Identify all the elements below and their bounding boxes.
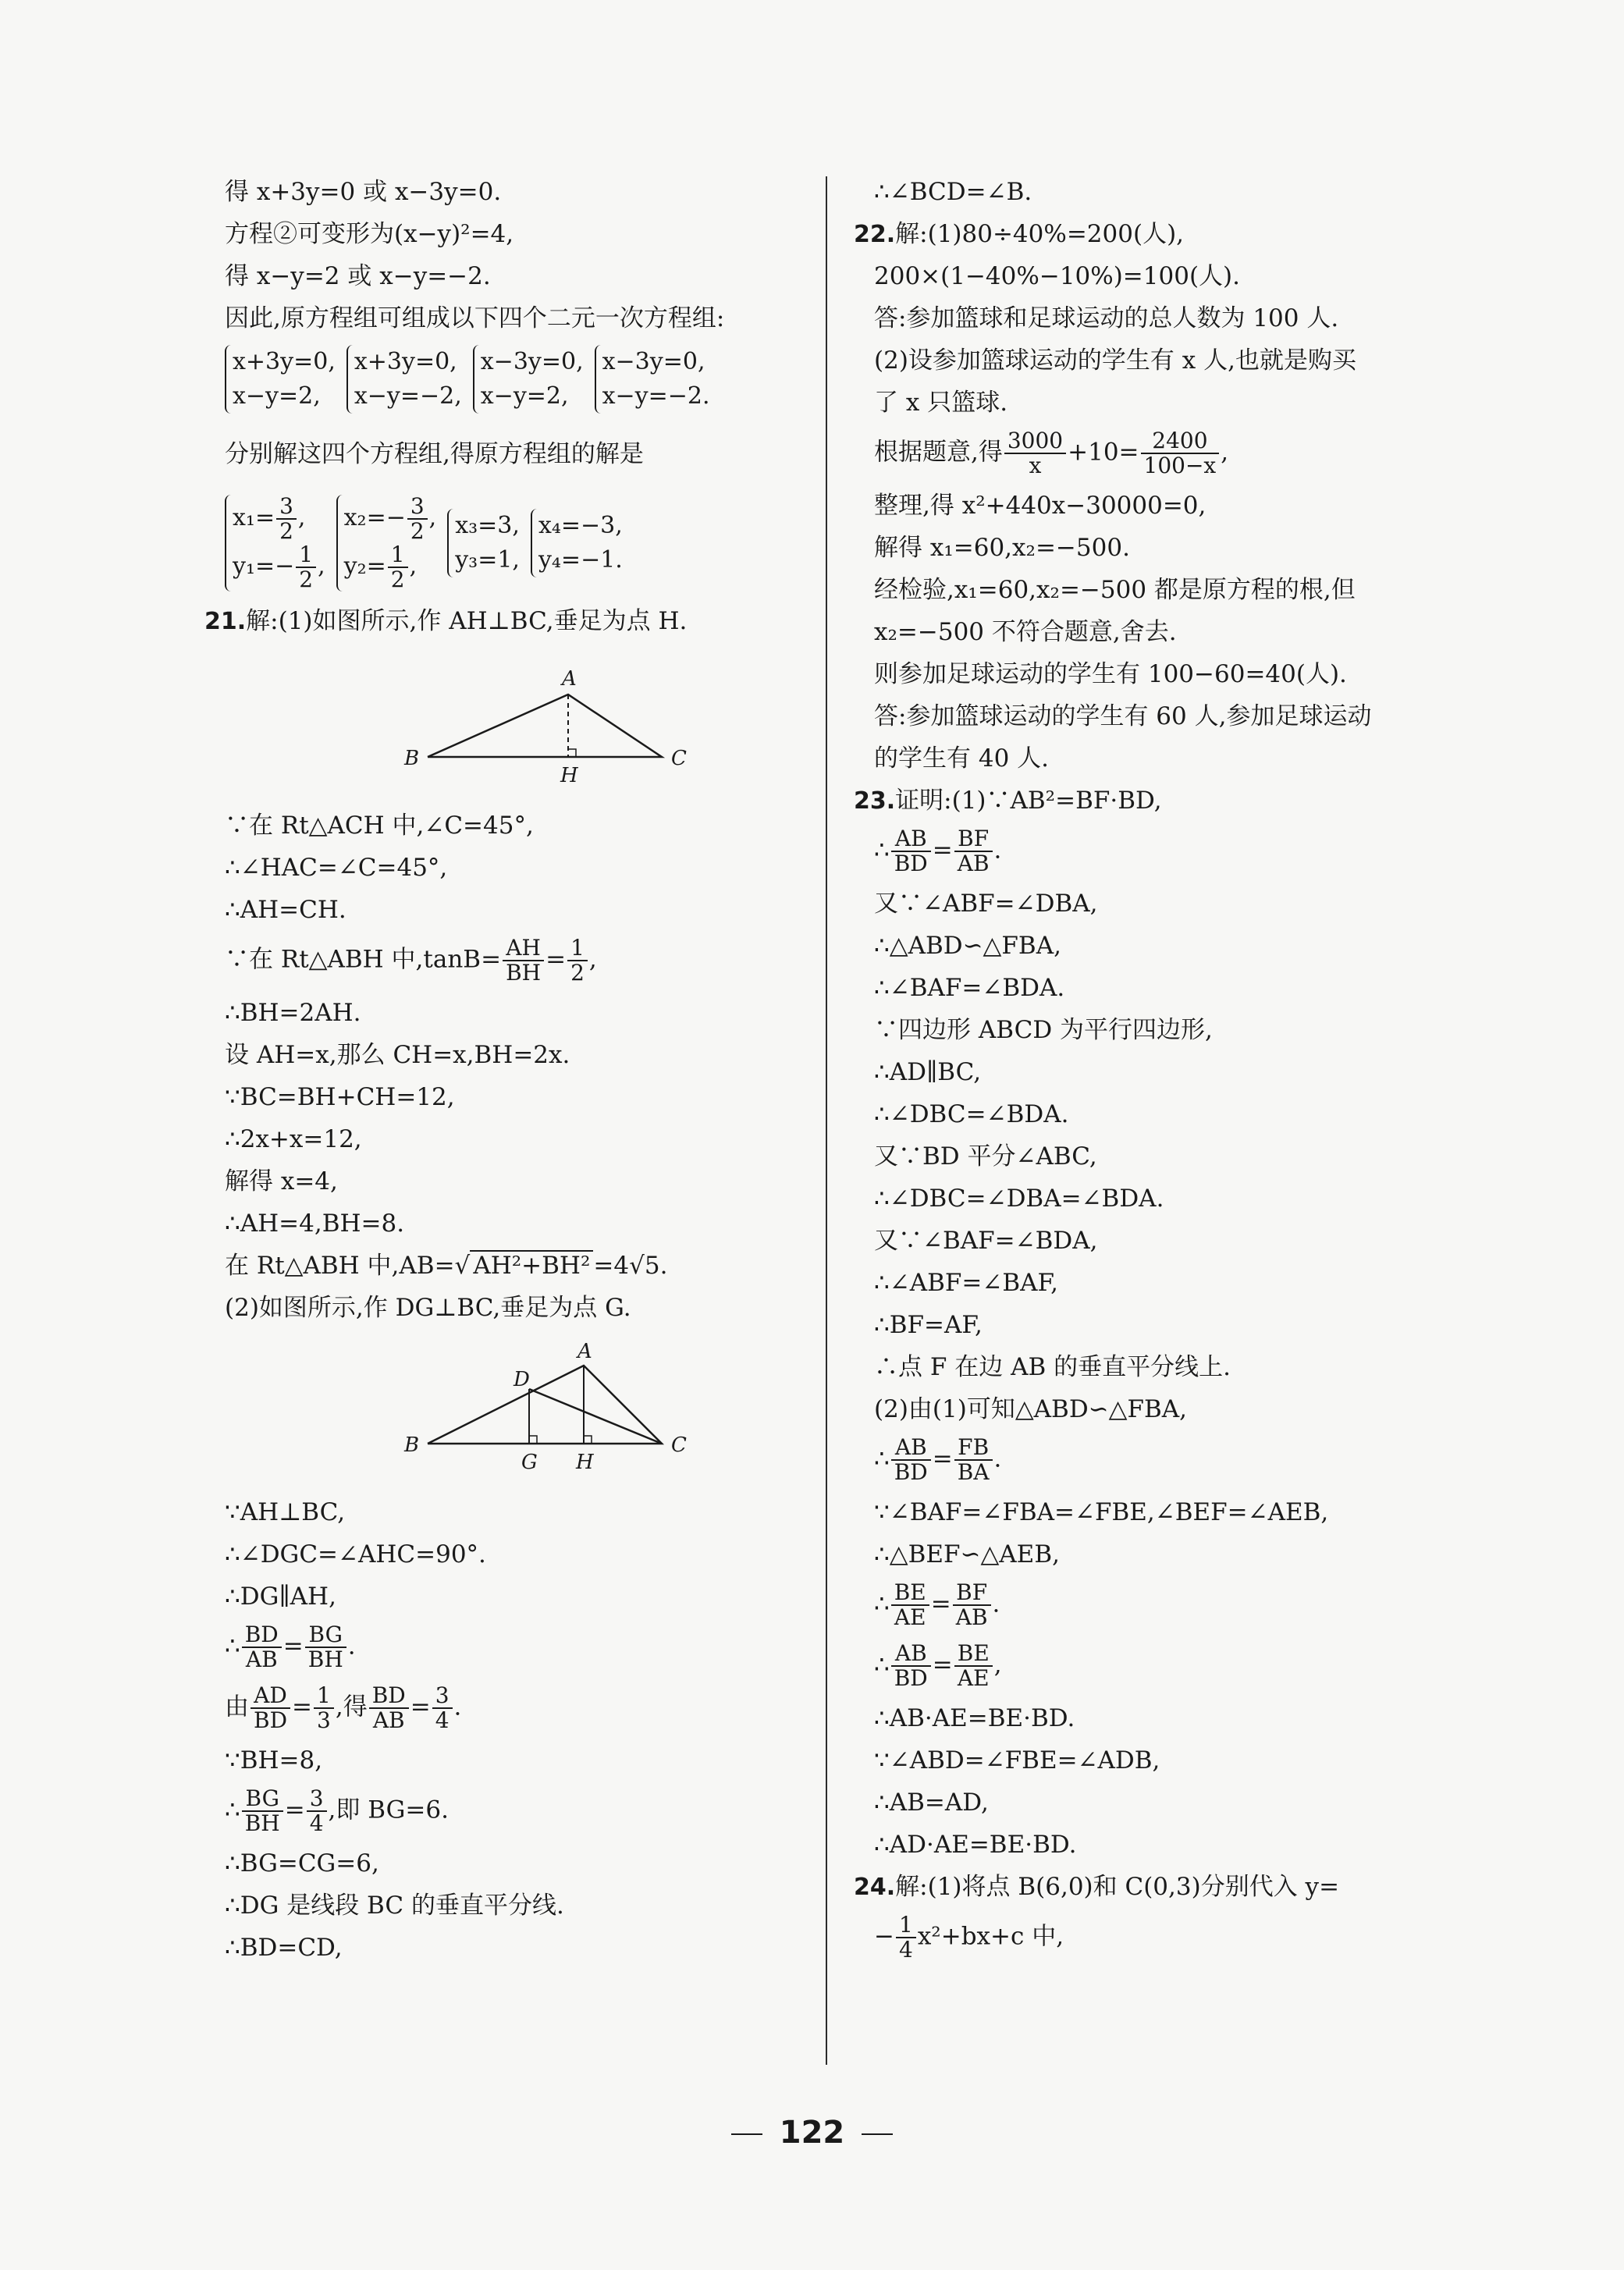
text-line: ∴AH=4,BH=8. (225, 1210, 405, 1238)
ratio-line: ∴ $\frac{BE}{AE}$ = $\frac{BF}{AB}$ . (874, 1579, 1000, 1630)
text-line: ∴AH=CH. (225, 896, 346, 924)
text-line: ∵∠BAF=∠FBA=∠FBE,∠BEF=∠AEB, (874, 1498, 1329, 1526)
page-number: 122 (0, 2115, 1624, 2151)
text-line: ∵在 Rt△ACH 中,∠C=45°, (225, 812, 534, 840)
text-line: ∴2x+x=12, (225, 1125, 362, 1153)
label-h: H (560, 764, 578, 787)
solution-system: x₁= $\frac{3}{2}$ , y₁=− $\frac{1}{2}$ , (225, 495, 325, 591)
text-line: ∵AH⊥BC, (225, 1498, 346, 1526)
ratio-line: ∴ $\frac{AB}{BD}$ = $\frac{BF}{AB}$ . (874, 826, 1002, 876)
text-line: 又∵BD 平分∠ABC, (874, 1142, 1097, 1171)
label-h: H (576, 1451, 594, 1474)
text-line: 了 x 只篮球. (874, 389, 1008, 417)
text-line: ∵∠ABD=∠FBE=∠ADB, (874, 1746, 1160, 1774)
text-line: 经检验,x₁=60,x₂=−500 都是原方程的根,但 (874, 576, 1356, 604)
text-line: ∵BC=BH+CH=12, (225, 1083, 455, 1111)
text-line: 200×(1−40%−10%)=100(人). (874, 262, 1240, 290)
text-line: ∴AD∥BC, (874, 1058, 982, 1086)
equation-system: x+3y=0, x−y=−2, (346, 345, 462, 414)
text-line: (2)如图所示,作 DG⊥BC,垂足为点 G. (225, 1294, 631, 1322)
text-line: x₂=−500 不符合题意,舍去. (874, 618, 1177, 646)
text-line: ∴BD=CD, (225, 1934, 343, 1962)
solution-system: x₂=− $\frac{3}{2}$ , y₂= $\frac{1}{2}$ , (336, 495, 437, 591)
solution-systems (225, 481, 818, 606)
right-column (854, 176, 1467, 1974)
equation-line: 根据题意,得 $\frac{3000}{x}$ +10= $\frac{2400}{100-x}$ , (874, 428, 1229, 478)
text-line: 方程②可变形为(x−y)²=4, (225, 220, 514, 248)
text-line: ∴点 F 在边 AB 的垂直平分线上. (874, 1353, 1231, 1381)
text-line: ∴AD·AE=BE·BD. (874, 1831, 1077, 1859)
text-line: 得 x−y=2 或 x−y=−2. (225, 262, 491, 290)
label-a: A (577, 1342, 592, 1363)
text-line: 答:参加篮球和足球运动的总人数为 100 人. (874, 304, 1339, 332)
ab-line: 在 Rt△ABH 中,AB=√ AH²+BH² =4√5. (225, 1252, 668, 1280)
text-line: 整理,得 x²+440x−30000=0, (874, 492, 1206, 520)
label-g: G (521, 1451, 538, 1474)
text-line: ∵BH=8, (225, 1746, 323, 1774)
question-22: 22.解:(1)80÷40%=200(人), (854, 220, 1185, 248)
question-23: 23.证明:(1)∵AB²=BF·BD, (854, 787, 1162, 815)
text-line: 则参加足球运动的学生有 100−60=40(人). (874, 660, 1347, 688)
text-line: ∴∠DGC=∠AHC=90°. (225, 1540, 486, 1568)
solution-system: x₄=−3, y₄=−1. (531, 509, 623, 577)
label-c: C (671, 747, 687, 770)
question-24: 24.解:(1)将点 B(6,0)和 C(0,3)分别代入 y= (854, 1873, 1340, 1901)
question-number: 23. (854, 787, 896, 815)
text-line: 解得 x₁=60,x₂=−500. (874, 534, 1130, 562)
text-line: ∴BH=2AH. (225, 999, 361, 1027)
text-line: ∴AB=AD, (874, 1789, 989, 1817)
question-21: 21.解:(1)如图所示,作 AH⊥BC,垂足为点 H. (204, 607, 688, 635)
solution-system: x₃=3, y₃=1, (447, 509, 520, 577)
question-number: 22. (854, 221, 896, 248)
text-line: ∴∠DBC=∠BDA. (874, 1100, 1069, 1128)
text-line: ∴△ABD∽△FBA, (874, 932, 1061, 960)
text-line: ∴DG∥AH, (225, 1583, 336, 1611)
ratio-line: ∴ $\frac{BG}{BH}$ = $\frac{3}{4}$ ,即 BG=6. (225, 1785, 449, 1836)
ratio-line: ∴ $\frac{AB}{BD}$ = $\frac{BE}{AE}$ , (874, 1640, 1002, 1691)
equation-systems (225, 345, 818, 439)
text-line: 因此,原方程组可组成以下四个二元一次方程组: (225, 304, 725, 332)
ratio-line: ∴ $\frac{BD}{AB}$ = $\frac{BG}{BH}$ . (225, 1622, 356, 1672)
text-line: ∴∠DBC=∠DBA=∠BDA. (874, 1185, 1164, 1213)
triangle-figure-1 (381, 655, 709, 796)
text-line: 答:参加篮球运动的学生有 60 人,参加足球运动 (874, 702, 1372, 730)
label-b: B (404, 747, 420, 770)
left-column (204, 176, 818, 1974)
text-line: ∴BG=CG=6, (225, 1849, 379, 1877)
text-line: 的学生有 40 人. (874, 744, 1050, 773)
text-line: 解得 x=4, (225, 1167, 338, 1195)
text-line: ∴DG 是线段 BC 的垂直平分线. (225, 1892, 564, 1920)
equation-system: x+3y=0, x−y=2, (225, 345, 336, 414)
label-b: B (404, 1433, 420, 1457)
equation-system: x−3y=0, x−y=−2. (595, 345, 710, 414)
text-line: 得 x+3y=0 或 x−3y=0. (225, 178, 502, 206)
ratio-line: 由 $\frac{AD}{BD}$ = $\frac{1}{3}$ ,得 $\frac{BD}{AB}$ = $\frac{3}{4}$ . (225, 1682, 462, 1733)
question-number: 24. (854, 1874, 896, 1901)
text-line: 设 AH=x,那么 CH=x,BH=2x. (225, 1041, 570, 1069)
label-d: D (513, 1368, 530, 1391)
label-c: C (671, 1433, 687, 1457)
column-divider (826, 176, 827, 2065)
text-line: 又∵∠BAF=∠BDA, (874, 1227, 1098, 1255)
text-line: ∴∠BAF=∠BDA. (874, 974, 1065, 1002)
ratio-line: ∴ $\frac{AB}{BD}$ = $\frac{FB}{BA}$ . (874, 1434, 1002, 1485)
text-line: ∴BF=AF, (874, 1311, 983, 1339)
text-line: (2)由(1)可知△ABD∽△FBA, (874, 1395, 1188, 1423)
text-line: ∴∠BCD=∠B. (874, 178, 1032, 206)
text-line: (2)设参加篮球运动的学生有 x 人,也就是购买 (874, 346, 1356, 375)
text-line: ∴∠HAC=∠C=45°, (225, 854, 448, 882)
text-line: ∴△BEF∽△AEB, (874, 1540, 1060, 1568)
tan-line: ∵在 Rt△ABH 中,tanB= $\frac{AH}{BH}$ = $\frac{1}{2}$ , (225, 935, 597, 986)
text-line: 又∵∠ABF=∠DBA, (874, 890, 1098, 918)
equation-line: − $\frac{1}{4}$ x²+bx+c 中, (874, 1912, 1064, 1963)
triangle-figure-2 (381, 1342, 709, 1483)
text-line: ∵四边形 ABCD 为平行四边形, (874, 1016, 1213, 1044)
text-line: 分别解这四个方程组,得原方程组的解是 (225, 440, 644, 468)
question-number: 21. (204, 608, 247, 635)
equation-system: x−3y=0, x−y=2, (473, 345, 584, 414)
text-line: ∴∠ABF=∠BAF, (874, 1269, 1059, 1297)
label-a: A (562, 667, 577, 691)
text-line: ∴AB·AE=BE·BD. (874, 1704, 1075, 1732)
